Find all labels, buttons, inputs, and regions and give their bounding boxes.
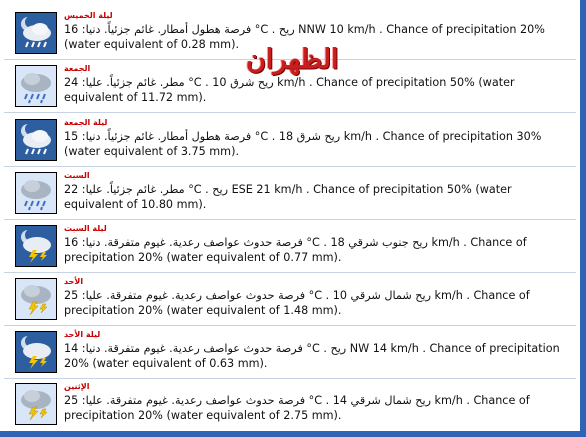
rain-cloud-icon (15, 172, 57, 214)
row-divider (4, 219, 576, 220)
forecast-row (4, 169, 576, 217)
forecast-text: 24 :مطر. غائم جزئياً. عليا °C . 10 ريح شرق km/h . Chance of precipitation 50% (water equivalent of 11.72 mm). (64, 76, 515, 104)
forecast-text: 25 :فرصة حدوث عواصف رعدية. غيوم متفرقة. عليا °C . 10 ريح شمال شرقي km/h . Chance of precipitation 20% (water equivalent of 1.48 mm). (64, 289, 530, 317)
day-label: ليلة الخميس (64, 11, 113, 20)
day-label: ليلة الأحد (64, 330, 101, 339)
forecast-text: 22 :مطر. غائم جزئياً. عليا °C . ريح ESE 21 km/h . Chance of precipitation 50% (water equivalent of 10.80 mm). (64, 183, 512, 211)
day-label: الإثنين (64, 382, 90, 391)
day-label: ليلة الجمعة (64, 118, 108, 127)
forecast-text: 14 :فرصة حدوث عواصف رعدية. غيوم متفرقة. دنيا °C . ريح NW 14 km/h . Chance of precipitation 20% (water equivalent of 0.63 mm). (64, 342, 560, 370)
row-divider (4, 166, 576, 167)
forecast-row (4, 222, 576, 270)
forecast-row (4, 275, 576, 323)
rain-cloud-icon (15, 65, 57, 107)
row-divider (4, 378, 576, 379)
day-label: الجمعة (64, 64, 91, 73)
night-thunderstorm-icon (15, 331, 57, 373)
forecast-text: 16 :فرصة هطول أمطار. غائم جزئياً. دنيا °C . ريح NNW 10 km/h . Chance of precipitation 20% (water equivalent of 0.28 mm). (64, 23, 545, 51)
night-rain-cloud-icon (15, 119, 57, 161)
thunderstorm-icon (15, 383, 57, 425)
row-divider (4, 272, 576, 273)
forecast-text: 15 :فرصة هطول أمطار. غائم جزئياً. دنيا °C . 18 ريح شرق km/h . Chance of precipitation 30% (water equivalent of 3.75 mm). (64, 130, 542, 158)
row-divider (4, 325, 576, 326)
forecast-row (4, 328, 576, 376)
thunderstorm-icon (15, 278, 57, 320)
night-thunderstorm-icon (15, 225, 57, 267)
forecast-text: 16 :فرصة حدوث عواصف رعدية. غيوم متفرقة. دنيا °C . 18 ريح جنوب شرقي km/h . Chance of precipitation 20% (water equivalent of 0.77 mm). (64, 236, 527, 264)
forecast-text: 25 :فرصة حدوث عواصف رعدية. غيوم متفرقة. عليا °C . 14 ريح شمال شرقي km/h . Chance of precipitation 20% (water equivalent of 2.75 mm). (64, 394, 530, 422)
row-divider (4, 112, 576, 113)
forecast-row (4, 116, 576, 164)
forecast-row (4, 380, 576, 428)
day-label: الأحد (64, 277, 84, 286)
night-rain-cloud-icon (15, 12, 57, 54)
day-label: السبت (64, 171, 90, 180)
day-label: ليلة السبت (64, 224, 107, 233)
city-title: الظهران (246, 44, 339, 75)
